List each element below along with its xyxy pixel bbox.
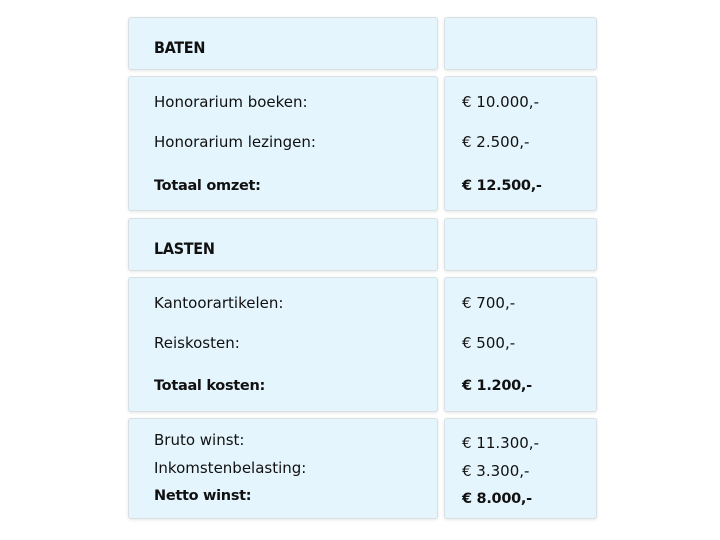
lasten-amounts-cell <box>444 277 597 412</box>
baten-row-label: Honorarium lezingen: <box>154 133 316 151</box>
lasten-row-label: Reiskosten: <box>154 334 240 352</box>
baten-total-label: Totaal omzet: <box>154 178 261 194</box>
baten-total-amount: € 12.500,- <box>462 178 542 194</box>
lasten-heading: LASTEN <box>154 239 215 258</box>
lasten-row-amount: € 700,- <box>462 294 516 312</box>
winst-row-amount: € 3.300,- <box>462 462 530 480</box>
lasten-heading-amount-cell <box>444 218 597 271</box>
baten-row-amount: € 2.500,- <box>462 133 530 151</box>
lasten-row-label: Kantoorartikelen: <box>154 294 284 312</box>
baten-heading: BATEN <box>154 38 206 57</box>
baten-row-amount: € 10.000,- <box>462 93 539 111</box>
winst-row-amount: € 11.300,- <box>462 434 539 452</box>
lasten-heading-cell <box>128 218 438 271</box>
baten-labels-cell <box>128 76 438 211</box>
winst-labels-cell <box>128 418 438 519</box>
baten-heading-cell <box>128 17 438 70</box>
lasten-row-amount: € 500,- <box>462 334 516 352</box>
baten-row-label: Honorarium boeken: <box>154 93 308 111</box>
lasten-total-label: Totaal kosten: <box>154 378 265 394</box>
lasten-total-amount: € 1.200,- <box>462 378 532 394</box>
winst-row-label: Inkomstenbelasting: <box>154 459 307 477</box>
baten-heading-amount-cell <box>444 17 597 70</box>
winst-amounts-cell <box>444 418 597 519</box>
winst-row-label: Bruto winst: <box>154 431 245 449</box>
baten-amounts-cell <box>444 76 597 211</box>
winst-total-amount: € 8.000,- <box>462 491 532 507</box>
winst-total-label: Netto winst: <box>154 488 252 504</box>
lasten-labels-cell <box>128 277 438 412</box>
